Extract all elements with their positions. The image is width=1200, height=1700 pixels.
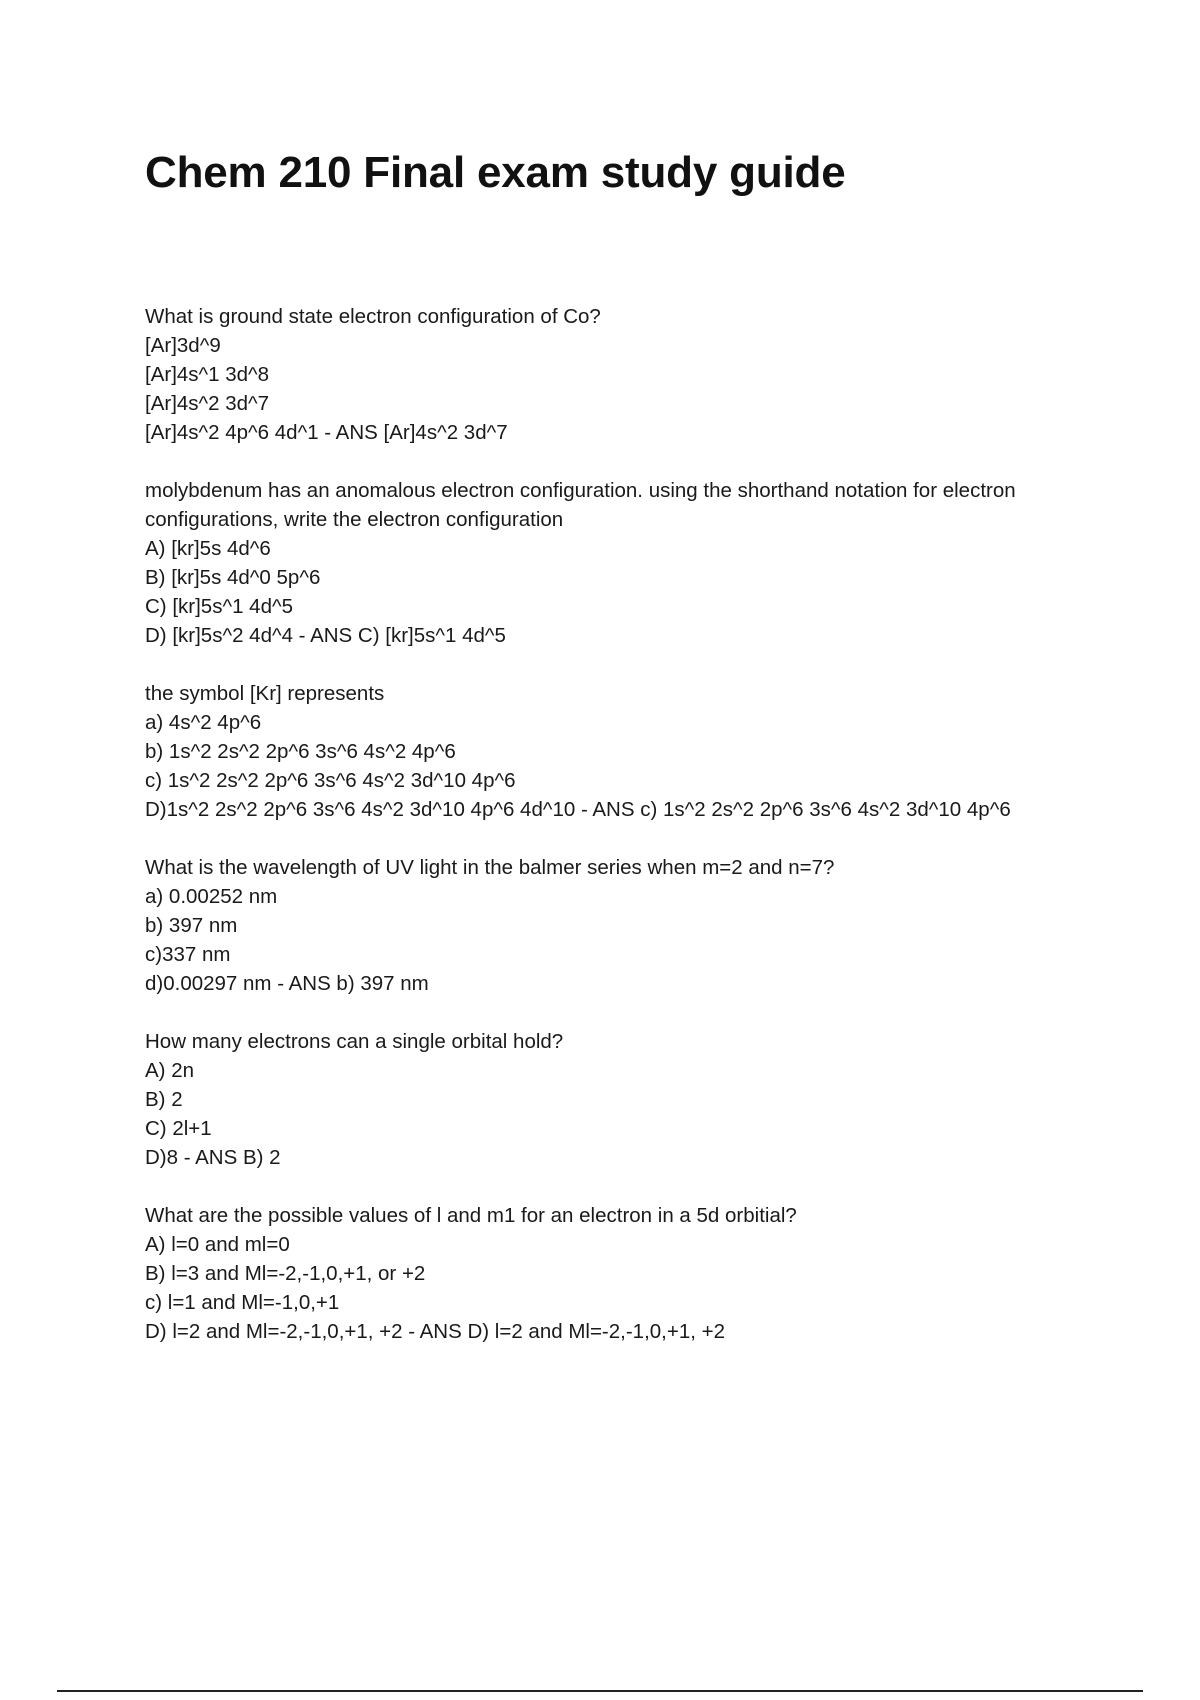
answer-option-with-key: [Ar]4s^2 4p^6 4d^1 - ANS [Ar]4s^2 3d^7	[145, 421, 508, 444]
answer-option: c)337 nm	[145, 943, 231, 966]
question-block	[145, 302, 1095, 447]
answer-option: c) l=1 and Ml=-1,0,+1	[145, 1291, 340, 1314]
question-block	[145, 1201, 1095, 1346]
answer-option: [Ar]4s^1 3d^8	[145, 363, 270, 386]
answer-option: B) [kr]5s 4d^0 5p^6	[145, 566, 321, 589]
answer-option: b) 1s^2 2s^2 2p^6 3s^6 4s^2 4p^6	[145, 740, 456, 763]
document-body	[145, 302, 1095, 1375]
page-title: Chem 210 Final exam study guide	[145, 148, 846, 197]
answer-option: c) 1s^2 2s^2 2p^6 3s^6 4s^2 3d^10 4p^6	[145, 769, 516, 792]
question-block	[145, 1027, 1095, 1172]
question-text: How many electrons can a single orbital hold?	[145, 1030, 564, 1053]
answer-option: a) 0.00252 nm	[145, 885, 278, 908]
answer-option-with-key: D)1s^2 2s^2 2p^6 3s^6 4s^2 3d^10 4p^6 4d^10 - ANS c) 1s^2 2s^2 2p^6 3s^6 4s^2 3d^10 4p^6	[145, 798, 1011, 821]
answer-option: a) 4s^2 4p^6	[145, 711, 262, 734]
question-text: What are the possible values of l and m1 for an electron in a 5d orbitial?	[145, 1204, 797, 1227]
question-block	[145, 476, 1095, 650]
question-text: What is the wavelength of UV light in the balmer series when m=2 and n=7?	[145, 856, 835, 879]
answer-option: A) l=0 and ml=0	[145, 1233, 290, 1256]
question-block	[145, 679, 1095, 824]
answer-option: B) l=3 and Ml=-2,-1,0,+1, or +2	[145, 1262, 426, 1285]
question-text: molybdenum has an anomalous electron configuration. using the shorthand notation for electron configurations, write the electron configuration	[145, 479, 1016, 531]
answer-option: b) 397 nm	[145, 914, 238, 937]
footer-divider	[57, 1690, 1143, 1692]
answer-option: B) 2	[145, 1088, 183, 1111]
answer-option: C) 2l+1	[145, 1117, 212, 1140]
question-text: What is ground state electron configuration of Co?	[145, 305, 601, 328]
question-text: the symbol [Kr] represents	[145, 682, 385, 705]
answer-option-with-key: D) l=2 and Ml=-2,-1,0,+1, +2 - ANS D) l=2 and Ml=-2,-1,0,+1, +2	[145, 1320, 725, 1343]
answer-option-with-key: d)0.00297 nm - ANS b) 397 nm	[145, 972, 429, 995]
answer-option-with-key: D)8 - ANS B) 2	[145, 1146, 281, 1169]
answer-option: A) [kr]5s 4d^6	[145, 537, 271, 560]
answer-option-with-key: D) [kr]5s^2 4d^4 - ANS C) [kr]5s^1 4d^5	[145, 624, 506, 647]
answer-option: C) [kr]5s^1 4d^5	[145, 595, 293, 618]
answer-option: [Ar]4s^2 3d^7	[145, 392, 270, 415]
question-block	[145, 853, 1095, 998]
answer-option: A) 2n	[145, 1059, 194, 1082]
answer-option: [Ar]3d^9	[145, 334, 221, 357]
